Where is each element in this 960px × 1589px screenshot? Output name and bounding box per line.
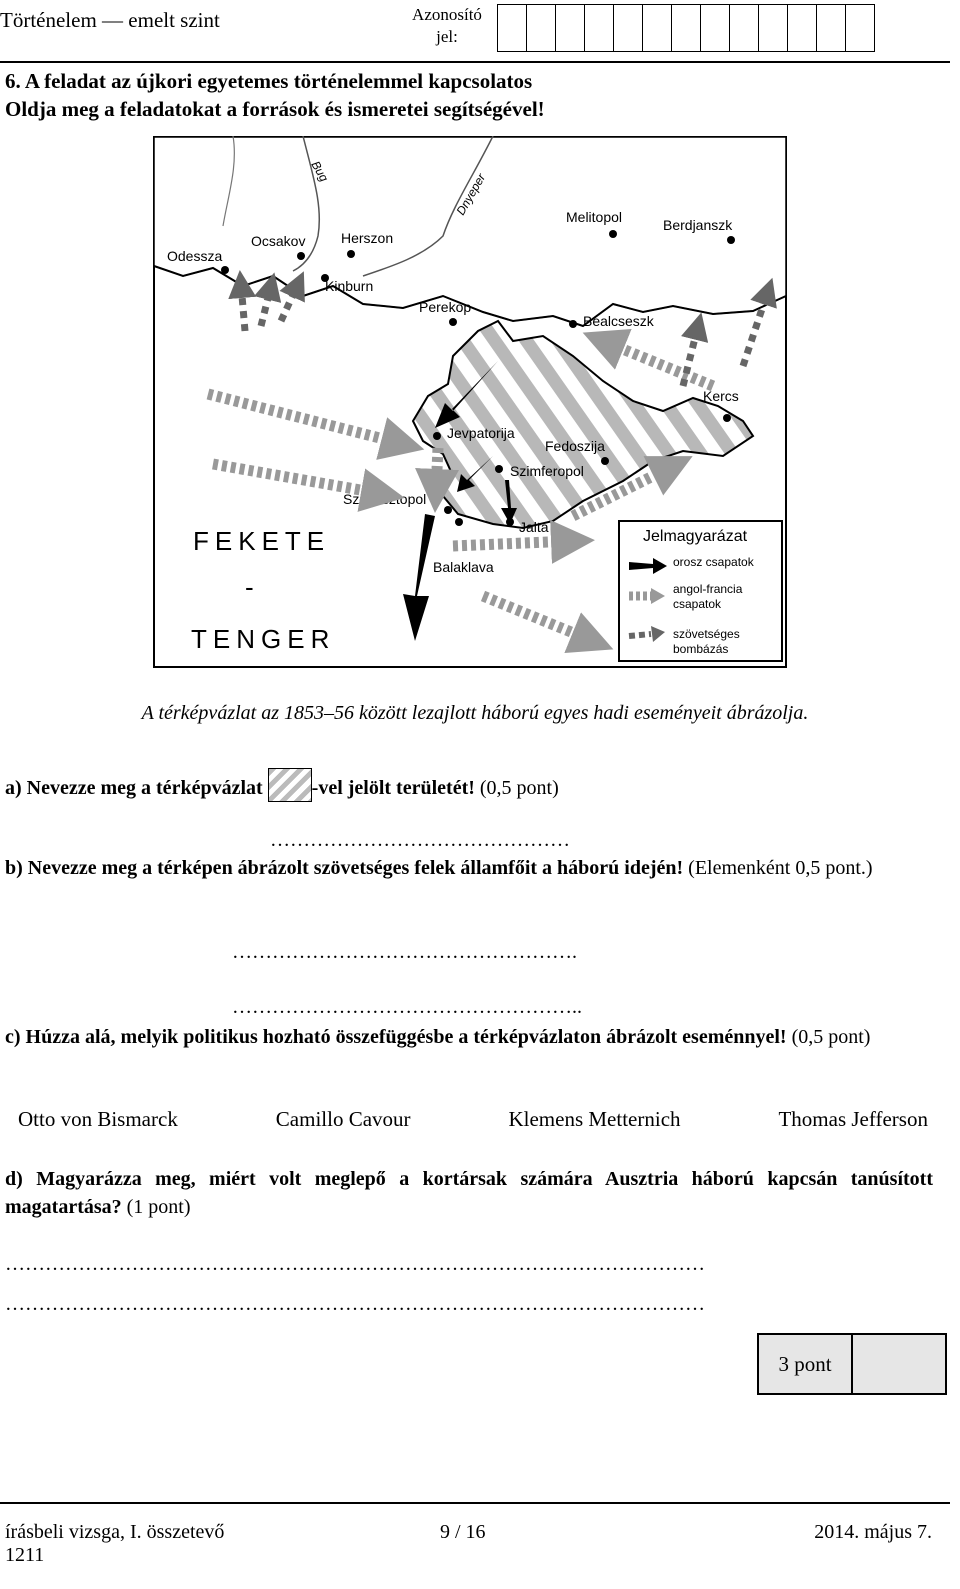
question-c-points: (0,5 pont) xyxy=(786,1026,871,1048)
svg-text:Bealcseszk: Bealcseszk xyxy=(583,313,654,329)
score-field[interactable] xyxy=(853,1335,945,1393)
sea-label-2: - xyxy=(245,572,260,602)
task-instruction: Oldja meg a feladatokat a források és ismeretei segítségével! xyxy=(5,97,545,121)
answer-a-line[interactable]: ……………………………………… xyxy=(270,829,570,851)
id-label-line1: Azonosító xyxy=(412,5,482,24)
svg-text:bombázás: bombázás xyxy=(673,642,729,656)
answer-b-line-2[interactable]: …………………………………………….. xyxy=(232,996,582,1018)
map-caption: A térképvázlat az 1853–56 között lezajlott háború egyes hadi eseményeit ábrázolja. xyxy=(141,702,809,724)
id-box[interactable] xyxy=(672,4,701,52)
id-label-line2: jel: xyxy=(436,27,458,46)
svg-text:Melitopol: Melitopol xyxy=(566,209,623,225)
crimea-map xyxy=(153,136,787,668)
option-metternich[interactable]: Klemens Metternich xyxy=(508,1107,681,1131)
task-title: 6. A feladat az újkori egyetemes történelemmel kapcsolatos xyxy=(5,69,533,93)
id-box[interactable] xyxy=(585,4,614,52)
svg-text:csapatok: csapatok xyxy=(673,597,722,611)
question-c-text: c) Húzza alá, melyik politikus hozható összefüggésbe a térképvázlaton ábrázolt eseménnyel! xyxy=(5,1026,787,1048)
id-box[interactable] xyxy=(846,4,875,52)
sea-label-1: FEKETE xyxy=(193,526,331,556)
svg-text:Balaklava: Balaklava xyxy=(433,559,494,575)
id-box[interactable] xyxy=(788,4,817,52)
svg-text:angol-francia: angol-francia xyxy=(673,582,743,596)
header-subject: Történelem — emelt szint xyxy=(0,8,220,32)
id-box[interactable] xyxy=(498,4,527,52)
answer-b-line-1[interactable]: ……………………………………………. xyxy=(232,941,577,963)
id-box[interactable] xyxy=(614,4,643,52)
footer-date: 2014. május 7. xyxy=(814,1521,932,1543)
svg-text:szövetséges: szövetséges xyxy=(673,627,740,641)
footer-left xyxy=(5,1521,224,1567)
question-a-points: (0,5 pont) xyxy=(474,777,559,799)
river-bug: Bug xyxy=(308,158,332,184)
politician-options xyxy=(18,1107,928,1132)
svg-text:Szevasztopol: Szevasztopol xyxy=(343,491,427,507)
svg-text:Kinburn: Kinburn xyxy=(325,278,374,294)
option-jefferson[interactable]: Thomas Jefferson xyxy=(778,1107,928,1131)
score-label: 3 pont xyxy=(759,1335,853,1393)
svg-text:Herszon: Herszon xyxy=(341,230,394,246)
id-boxes[interactable] xyxy=(497,4,875,52)
answer-d-line-1[interactable]: …………………………………………………………………………………………… xyxy=(5,1253,705,1275)
id-box[interactable] xyxy=(643,4,672,52)
svg-text:orosz csapatok: orosz csapatok xyxy=(673,555,754,569)
river-dnieper: Dnyeper xyxy=(453,171,489,218)
footer-page-number: 9 / 16 xyxy=(440,1521,486,1543)
id-box[interactable] xyxy=(701,4,730,52)
question-c xyxy=(5,1023,933,1051)
id-box[interactable] xyxy=(817,4,846,52)
question-a-text-1: a) Nevezze meg a térképvázlat xyxy=(5,777,263,799)
svg-text:Jevpatorija: Jevpatorija xyxy=(447,425,515,441)
footer-code: 1211 xyxy=(5,1544,45,1566)
svg-text:Odessza: Odessza xyxy=(167,248,223,264)
id-box[interactable] xyxy=(730,4,759,52)
answer-d-line-2[interactable]: …………………………………………………………………………………………… xyxy=(5,1293,705,1315)
footer-divider xyxy=(0,1502,950,1504)
question-d xyxy=(5,1165,933,1221)
footer-exam: írásbeli vizsga, I. összetevő xyxy=(5,1521,225,1543)
score-box xyxy=(757,1333,947,1395)
option-cavour[interactable]: Camillo Cavour xyxy=(275,1107,411,1131)
svg-text:Kercs: Kercs xyxy=(703,388,739,404)
svg-text:Jalta: Jalta xyxy=(519,519,549,535)
id-box[interactable] xyxy=(556,4,585,52)
header-divider xyxy=(0,61,950,63)
svg-text:Perekop: Perekop xyxy=(419,299,472,315)
question-b-text: b) Nevezze meg a térképen ábrázolt szövetséges felek államfőit a háború idején! xyxy=(5,857,684,879)
question-a xyxy=(5,768,933,802)
sea-label-3: TENGER xyxy=(191,624,336,654)
svg-text:Fedoszija: Fedoszija xyxy=(545,438,605,454)
question-d-text: d) Magyarázza meg, miért volt meglepő a kortársak számára Ausztria háború kapcsán tanúsított magatartása? xyxy=(5,1168,933,1218)
legend-title: Jelmagyarázat xyxy=(643,528,748,545)
svg-text:Berdjanszk: Berdjanszk xyxy=(663,217,733,233)
id-box[interactable] xyxy=(759,4,788,52)
question-b xyxy=(5,854,933,882)
hatched-area-icon xyxy=(268,768,312,802)
option-bismarck[interactable]: Otto von Bismarck xyxy=(18,1107,178,1131)
question-b-points: (Elemenként 0,5 pont.) xyxy=(688,857,873,879)
question-a-text-2: -vel jelölt területét! xyxy=(311,777,475,799)
id-label xyxy=(405,4,489,48)
svg-text:Ocsakov: Ocsakov xyxy=(251,233,306,249)
svg-text:Szimferopol: Szimferopol xyxy=(510,463,584,479)
id-box[interactable] xyxy=(527,4,556,52)
question-d-points: (1 pont) xyxy=(121,1196,191,1218)
